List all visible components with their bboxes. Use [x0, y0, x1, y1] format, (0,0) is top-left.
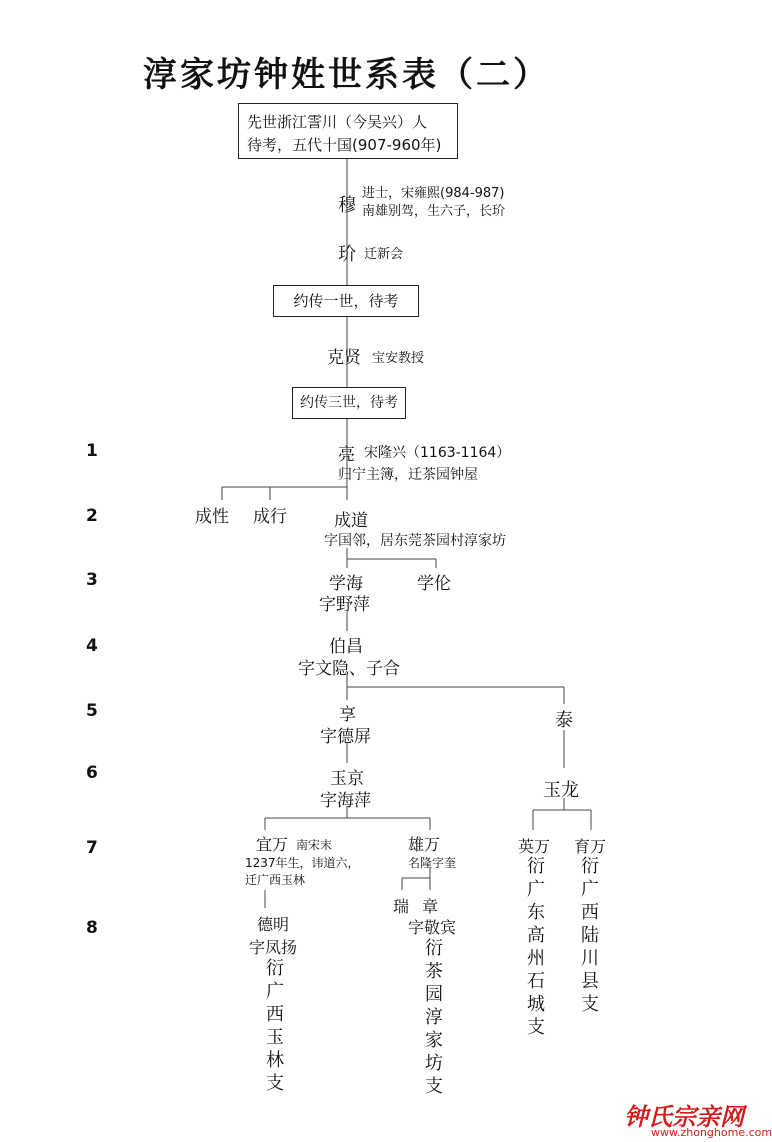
- person-xuehai-note: 字野萍: [319, 595, 370, 615]
- person-kexian-note: 宝安教授: [372, 351, 425, 366]
- generation-number: 1: [86, 441, 98, 461]
- person-heng: 享: [339, 705, 356, 725]
- generation-number: 2: [86, 506, 98, 526]
- person-xiongwan: 雄万: [408, 835, 441, 854]
- person-deming: 德明: [257, 915, 290, 934]
- generation-number: 4: [86, 636, 98, 656]
- person-deming-note: 字凤扬: [249, 938, 298, 957]
- person-zhang-note: 字敬宾: [408, 918, 457, 937]
- branch-deming: 衍广西玉林支: [263, 958, 284, 1096]
- person-xiongwan-note: 名隆字奎: [408, 856, 457, 870]
- person-xuehai: 学海: [329, 574, 363, 594]
- generation-number: 3: [86, 570, 98, 590]
- page-title: 淳家坊钟姓世系表（二）: [143, 55, 550, 95]
- generation-number: 6: [86, 763, 98, 783]
- person-tai: 泰: [555, 710, 573, 731]
- person-chengdao: 成道: [334, 511, 368, 531]
- ancestor-origin-line2: 待考，五代十国(907-960年): [247, 136, 442, 154]
- person-chengdao-note: 字国邻，居东莞茶园村淳家坊: [324, 533, 506, 549]
- person-xuelun: 学伦: [417, 574, 451, 594]
- ancestor-origin-line1: 先世浙江霅川（今吴兴）人: [247, 113, 428, 131]
- person-chenghang: 成行: [253, 507, 287, 527]
- branch-zhang: 衍茶园淳家坊支: [422, 938, 443, 1099]
- generation-number: 7: [86, 838, 98, 858]
- pending-generation-box: 约传一世，待考: [273, 285, 419, 317]
- person-bochang-note: 字文隐、子合: [298, 659, 400, 679]
- person-liang-note: 宋隆兴（1163-1164）: [364, 445, 511, 461]
- generation-number: 5: [86, 701, 98, 721]
- person-chengxing: 成性: [195, 507, 229, 527]
- person-yujing: 玉京: [330, 769, 364, 789]
- person-yiwan-note: 迁广西玉林: [245, 873, 306, 887]
- person-mu: 穆: [338, 195, 356, 216]
- person-liang: 亮: [338, 445, 355, 465]
- person-yiwan-note: 1237年生，讳道六，: [245, 856, 360, 870]
- person-yingwan: 英万: [518, 837, 551, 856]
- person-zhang: 章: [422, 897, 439, 916]
- person-kexian: 克贤: [327, 348, 361, 368]
- person-yujing-note: 字海萍: [320, 791, 371, 811]
- ancestor-origin-box: [238, 103, 458, 159]
- person-mu-note: 进士，宋雍熙(984-987): [362, 186, 505, 201]
- person-heng-note: 字德屏: [320, 727, 371, 747]
- generation-number: 8: [86, 918, 98, 938]
- person-jie-note: 迁新会: [364, 247, 404, 262]
- person-bochang: 伯昌: [329, 637, 363, 657]
- watermark-url: www.zhonghome.com: [651, 1126, 772, 1139]
- person-yiwan-note: 南宋末: [296, 838, 333, 852]
- person-liang-note: 归宁主簿，迁茶园钟屋: [338, 467, 478, 483]
- person-rui: 瑞: [393, 897, 410, 916]
- pending-generation-box: 约传三世，待考: [292, 387, 406, 419]
- watermark-logo: 钟氏宗亲网: [624, 1102, 744, 1131]
- branch-yuwan: 衍广西陆川县支: [578, 856, 599, 1017]
- person-mu-note: 南雄别驾，生六子，长玠: [362, 204, 506, 219]
- person-yulong: 玉龙: [543, 780, 579, 801]
- person-yuwan: 育万: [574, 837, 607, 856]
- branch-yingwan: 衍广东高州石城支: [524, 856, 545, 1040]
- person-yiwan: 宜万: [256, 835, 289, 854]
- person-jie: 玠: [338, 244, 356, 265]
